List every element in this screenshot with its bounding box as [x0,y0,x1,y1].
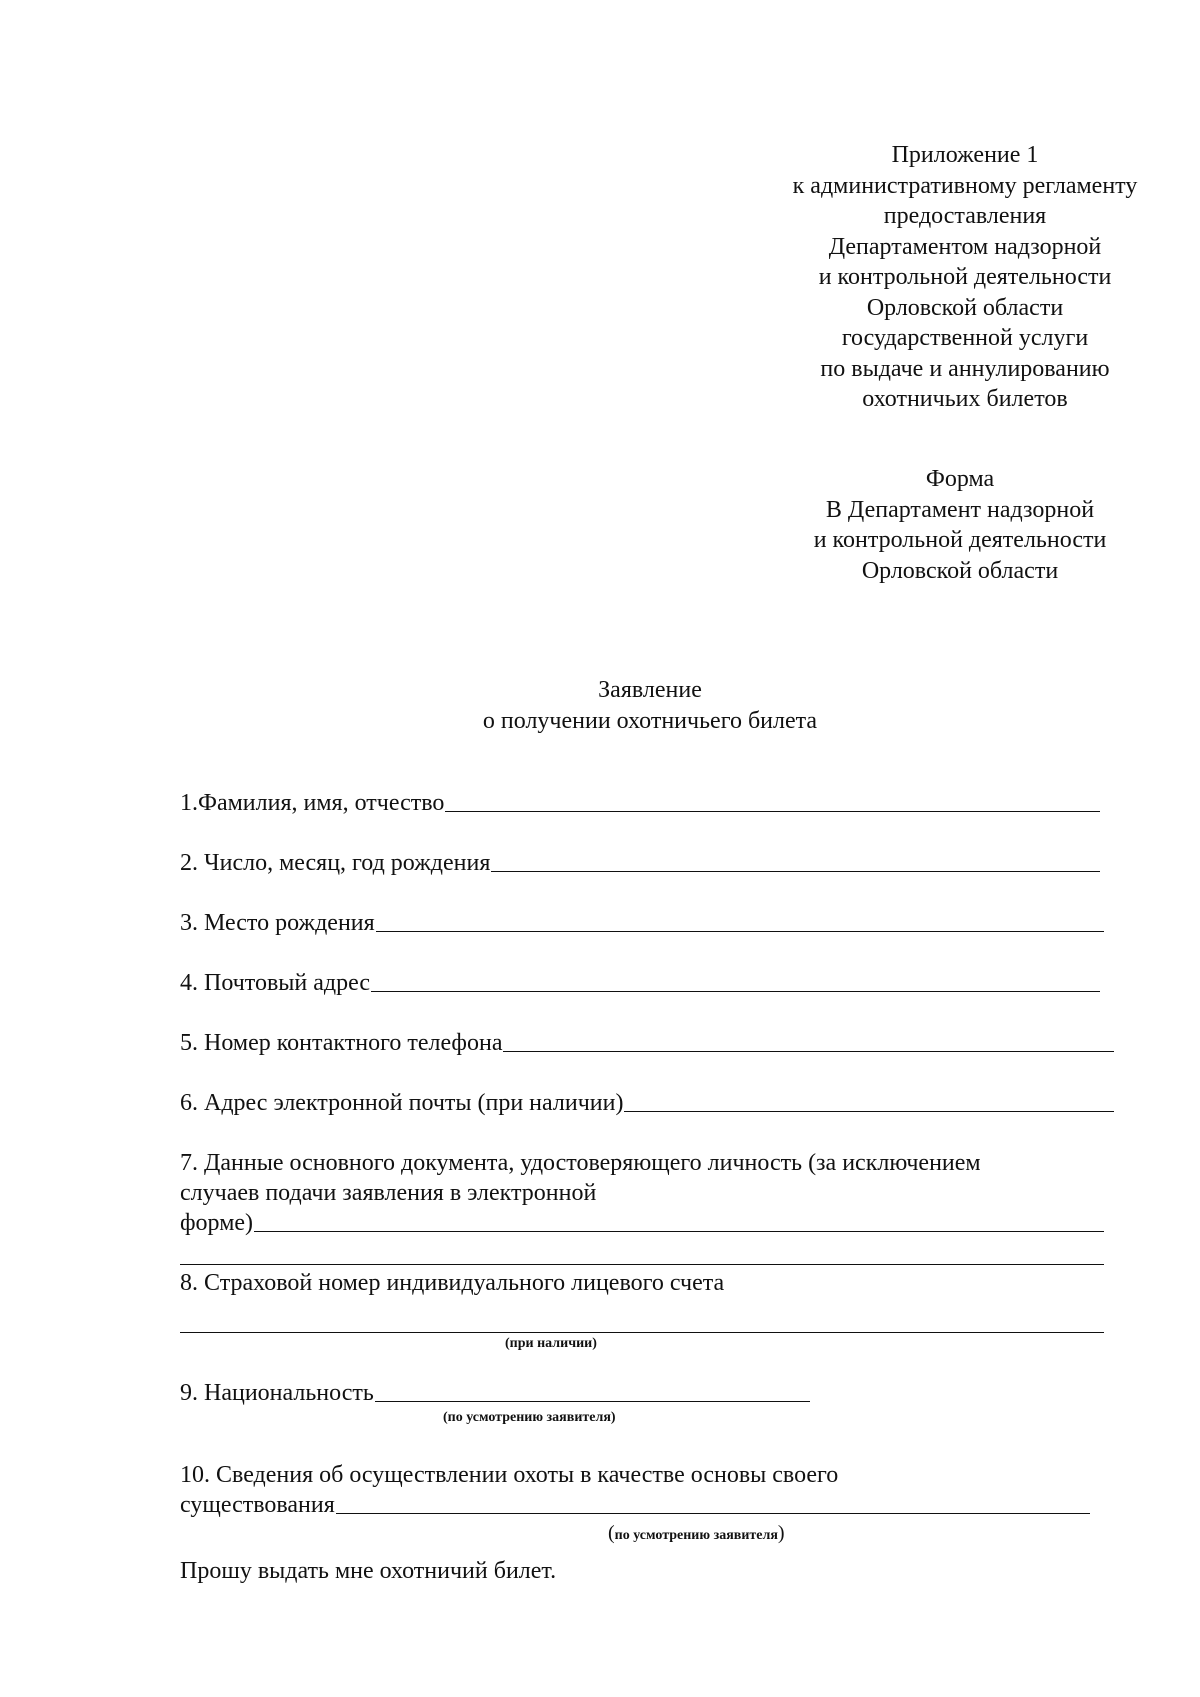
field-id-document-label: случаев подачи заявления в электронной [180,1180,597,1206]
blank-line[interactable] [624,1111,1114,1112]
field-label: 5. Номер контактного телефона [180,1030,503,1056]
addressee-line: В Департамент надзорной [825,496,1095,523]
header-line: Орловской области [866,294,1064,321]
field-full-name[interactable] [180,788,1100,818]
header-line: Приложение 1 [891,142,1039,168]
blank-line[interactable] [180,1264,1104,1265]
field-label: 3. Место рождения [180,910,375,936]
header-line: и контрольной деятельности [818,264,1112,290]
field-note: (по усмотрению заявителя) [608,1522,785,1544]
field-nationality[interactable] [180,1378,810,1408]
header-line: предоставления [883,203,1047,229]
field-label: 2. Число, месяц, год рождения [180,850,491,876]
field-id-document-label: 7. Данные основного документа, удостоверяющего личность (за исключением [180,1150,981,1176]
header-line: охотничьих билетов [862,386,1068,412]
field-note: (при наличии) [505,1336,597,1351]
insurance-number-blank-line[interactable] [180,1332,1104,1333]
field-label: существования [180,1492,335,1518]
blank-line[interactable] [336,1513,1090,1514]
header-line: по выдаче и аннулированию [820,355,1110,382]
document-title [400,675,900,737]
field-id-document[interactable] [180,1208,1104,1238]
title-subtitle: о получении охотничьего билета [482,708,818,734]
addressee-line: Форма [925,466,995,492]
addressee-line: Орловской области [861,557,1059,584]
blank-line[interactable] [254,1231,1104,1232]
addressee-line: и контрольной деятельности [813,527,1107,553]
field-label: 1.Фамилия, имя, отчество [180,790,445,816]
blank-line[interactable] [376,931,1104,932]
field-birth-place[interactable] [180,908,1104,938]
field-label: 4. Почтовый адрес [180,970,371,996]
field-note: (по усмотрению заявителя) [443,1410,616,1425]
field-hunting-info[interactable] [180,1490,1090,1520]
blank-line[interactable] [445,811,1100,812]
header-line: к административному регламенту [792,172,1138,199]
header-line: государственной услуги [841,325,1089,351]
field-email[interactable] [180,1088,1114,1118]
appendix-header [700,140,1200,415]
blank-line[interactable] [375,1401,810,1402]
header-line: Департаментом надзорной [828,233,1102,260]
field-phone[interactable] [180,1028,1114,1058]
field-insurance-number-label: 8. Страховой номер индивидуального лицевого счета [180,1270,725,1296]
field-label: 9. Национальность [180,1380,374,1406]
blank-line[interactable] [503,1051,1114,1052]
field-label: 6. Адрес электронной почты (при наличии) [180,1090,624,1116]
field-birth-date[interactable] [180,848,1100,878]
blank-line[interactable] [491,871,1100,872]
field-hunting-info-label: 10. Сведения об осуществлении охоты в качестве основы своего [180,1462,839,1488]
title-line: Заявление [598,677,702,703]
field-postal-address[interactable] [180,968,1100,998]
field-label: форме) [180,1210,254,1236]
form-addressee [740,464,1180,586]
blank-line[interactable] [371,991,1100,992]
request-text: Прошу выдать мне охотничий билет. [180,1558,557,1584]
